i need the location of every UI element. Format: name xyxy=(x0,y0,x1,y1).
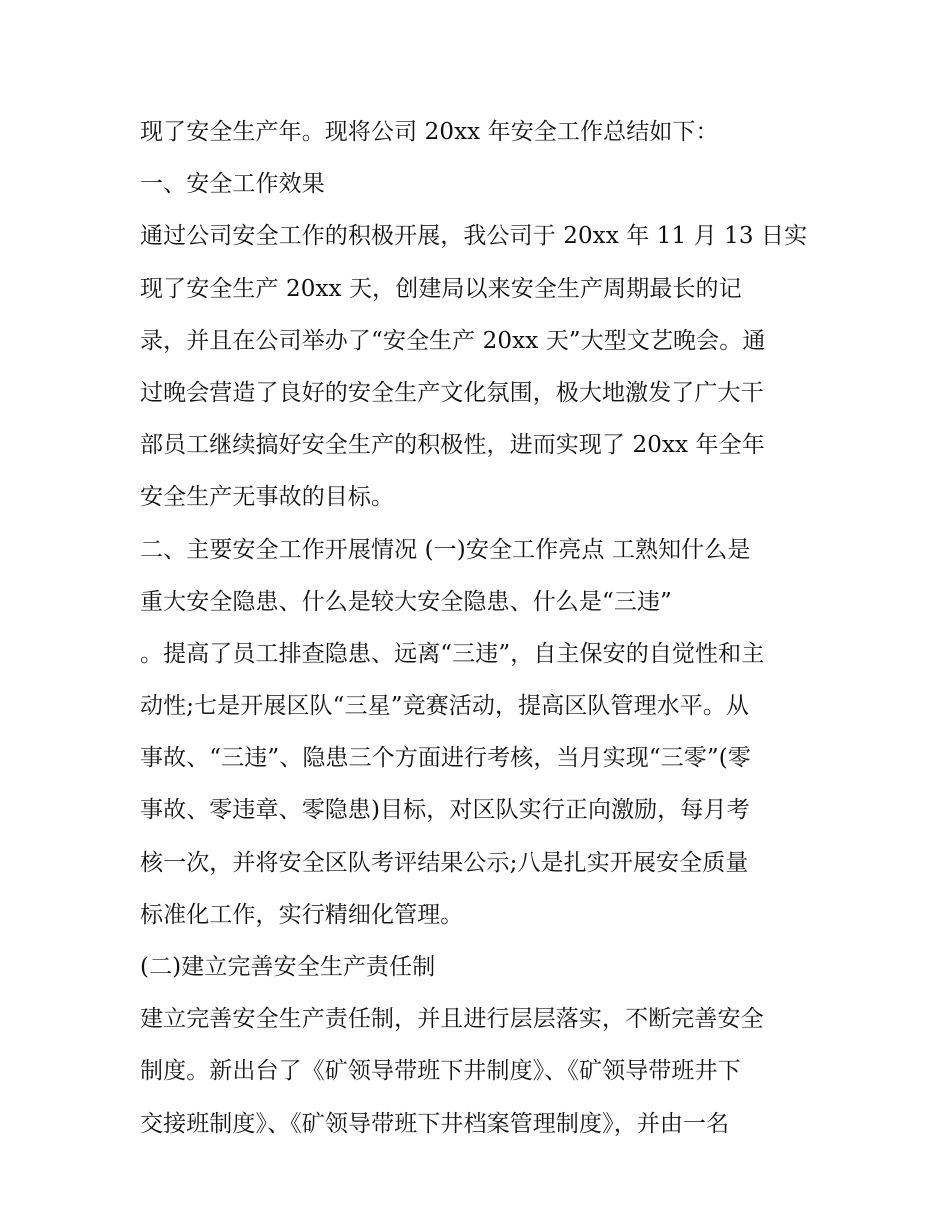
text-line: 录，并且在公司举办了“安全生产 20xx 天”大型文艺晚会。通 xyxy=(140,327,766,354)
section-heading: 一、安全工作效果 xyxy=(140,171,325,198)
text-line: 通过公司安全工作的积极开展，我公司于 20xx 年 11 月 13 日实 xyxy=(140,223,808,250)
text-line: 现了安全生产 20xx 天，创建局以来安全生产周期最长的记 xyxy=(140,275,742,302)
text-line: 交接班制度》、《矿领导带班下井档案管理制度》，并由一名 xyxy=(140,1110,730,1137)
document-body xyxy=(140,106,820,1150)
text-line: 部员工继续搞好安全生产的积极性，进而实现了 20xx 年全年 xyxy=(140,432,765,459)
text-line: 标准化工作，实行精细化管理。 xyxy=(140,901,464,928)
text-line: 事故、“三违”、隐患三个方面进行考核，当月实现“三零”(零 xyxy=(140,745,751,772)
section-heading: 二、主要安全工作开展情况 (一)安全工作亮点 工熟知什么是 xyxy=(140,536,751,563)
text-line: 。提高了员工排查隐患、远离“三违”，自主保安的自觉性和主 xyxy=(140,640,765,667)
text-line: 事故、零违章、零隐患)目标，对区队实行正向激励，每月考 xyxy=(140,797,750,824)
text-line: 核一次，并将安全区队考评结果公示;八是扎实开展安全质量 xyxy=(140,849,749,876)
text-line: 动性;七是开展区队“三星”竞赛活动，提高区队管理水平。从 xyxy=(140,693,750,720)
text-line: 过晚会营造了良好的安全生产文化氛围，极大地激发了广大干 xyxy=(140,379,764,406)
text-line: 制度。新出台了《矿领导带班下井制度》、《矿领导带班井下 xyxy=(140,1058,741,1085)
text-line: 安全生产无事故的目标。 xyxy=(140,484,395,511)
text-line: 建立完善安全生产责任制，并且进行层层落实，不断完善安全 xyxy=(140,1006,764,1033)
text-line: 重大安全隐患、什么是较大安全隐患、什么是“三违” xyxy=(140,588,672,615)
text-line: 现了安全生产年。现将公司 20xx 年安全工作总结如下： xyxy=(140,119,719,145)
subsection-heading: (二)建立完善安全生产责任制 xyxy=(140,954,436,980)
